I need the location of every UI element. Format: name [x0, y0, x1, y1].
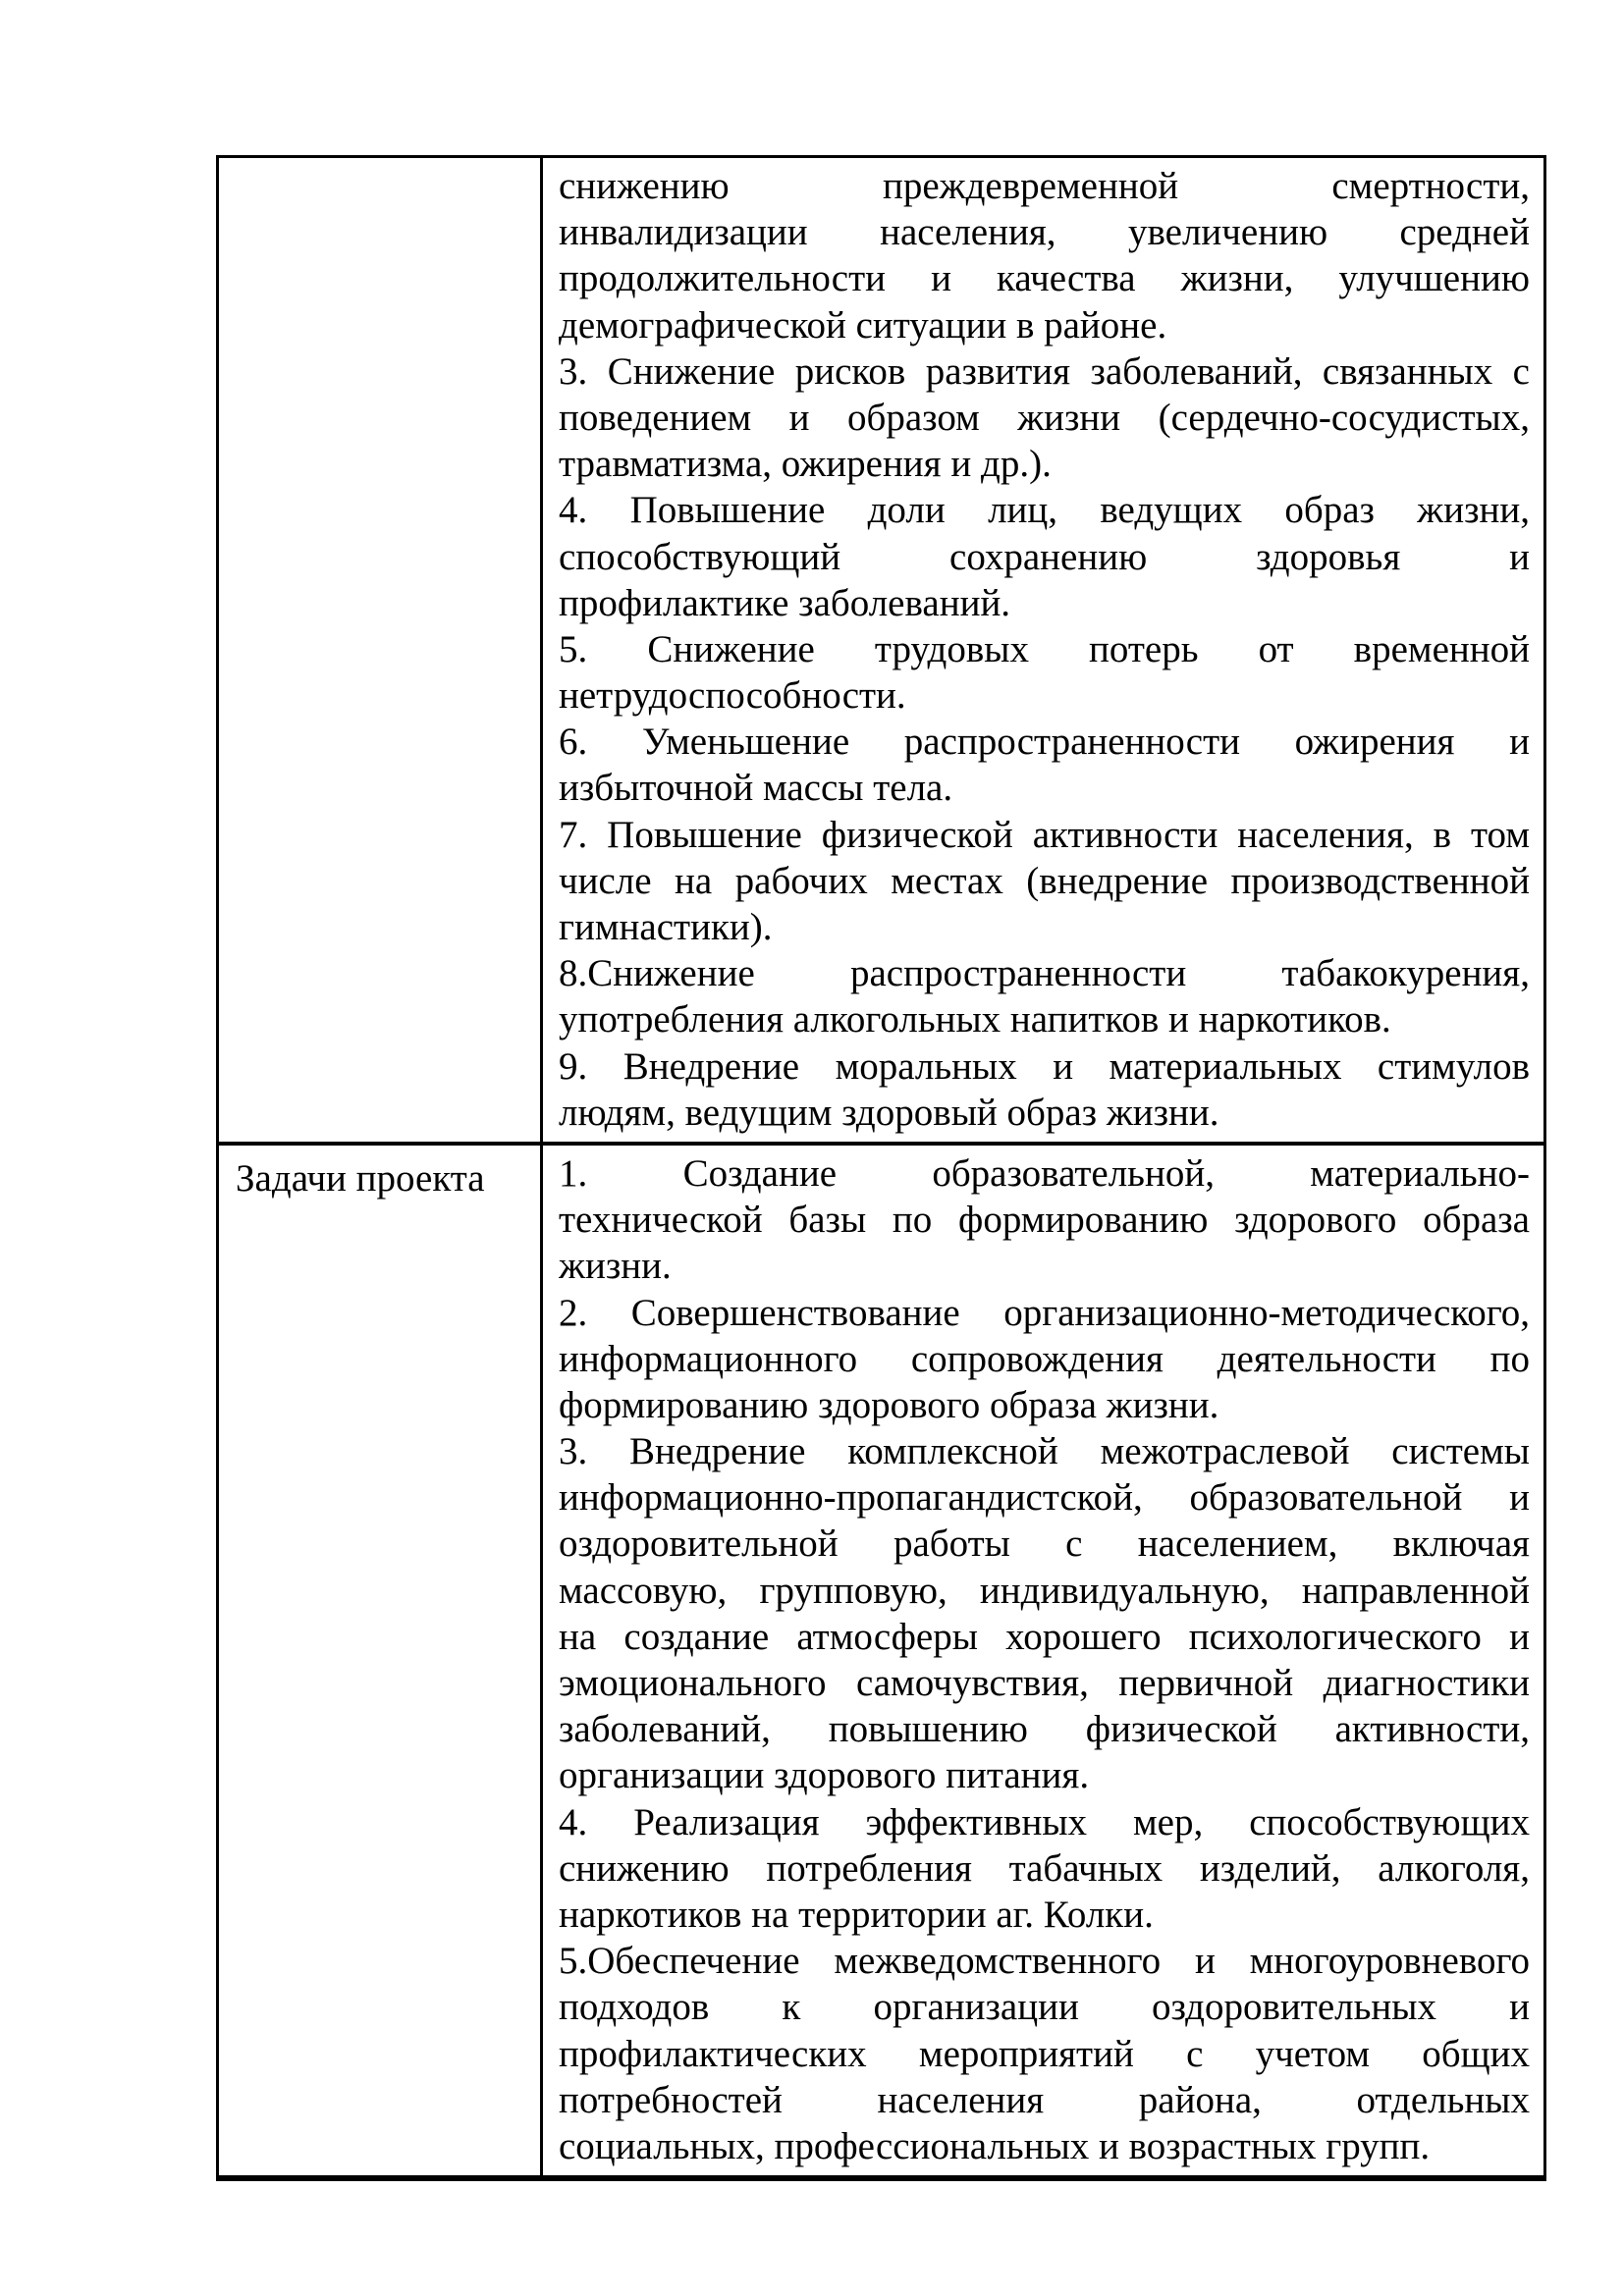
text-line: подходов к организации оздоровительных и — [559, 1986, 1530, 2029]
text-line: на создание атмосферы хорошего психологического и — [559, 1615, 1530, 1658]
text-line: людям, ведущим здоровый образ жизни. — [559, 1091, 1219, 1134]
text-line: потребностей населения района, отдельных — [559, 2078, 1530, 2121]
text-line: 9. Внедрение моральных и материальных стимулов — [559, 1044, 1530, 1088]
text-line: заболеваний, повышению физической активности, — [559, 1708, 1530, 1751]
row-content-cell-expected-results — [543, 158, 1543, 1142]
text-line: 8.Снижение распространенности табакокурения, — [559, 952, 1530, 995]
text-line: снижению потребления табачных изделий, алкоголя, — [559, 1846, 1530, 1890]
text-line: технической базы по формированию здорового образа — [559, 1199, 1530, 1242]
text-line: гимнастики). — [559, 906, 773, 948]
text-line: наркотиков на территории аг. Колки. — [559, 1893, 1154, 1936]
text-line: поведением и образом жизни (сердечно-сосудистых, — [559, 396, 1530, 439]
text-line: профилактике заболеваний. — [559, 581, 1011, 624]
text-line: 3. Внедрение комплексной межотраслевой системы — [559, 1430, 1530, 1473]
text-line: 5.Обеспечение межведомственного и многоуровневого — [559, 1940, 1530, 1983]
text-line: массовую, групповую, индивидуальную, направленной — [559, 1569, 1530, 1612]
row-content-cell-project-tasks — [543, 1146, 1543, 2175]
text-line: снижению преждевременной смертности, — [559, 165, 1530, 207]
text-line: эмоционального самочувствия, первичной диагностики — [559, 1662, 1530, 1704]
text-line: 6. Уменьшение распространенности ожирения и — [559, 721, 1530, 764]
text-line: 4. Повышение доли лиц, ведущих образ жизни, — [559, 489, 1530, 532]
table-row-project-tasks — [219, 1142, 1543, 2175]
text-line: избыточной массы тела. — [559, 767, 953, 810]
text-line: демографической ситуации в районе. — [559, 303, 1167, 347]
text-line: травматизма, ожирения и др.). — [559, 443, 1052, 486]
text-line: информационного сопровождения деятельности по — [559, 1337, 1530, 1380]
text-line: употребления алкогольных напитков и наркотиков. — [559, 998, 1391, 1041]
text-line: способствующий сохранению здоровья и — [559, 535, 1530, 578]
row-label-cell-project-tasks: Задачи проекта — [219, 1146, 543, 2175]
text-line: инвалидизации населения, увеличению средней — [559, 211, 1530, 254]
text-line: информационно-пропагандистской, образовательной и — [559, 1476, 1530, 1520]
text-line: 7. Повышение физической активности населения, в том — [559, 813, 1530, 856]
text-line: социальных, профессиональных и возрастных групп. — [559, 2124, 1431, 2167]
text-line: 3. Снижение рисков развития заболеваний, связанных с — [559, 349, 1530, 393]
text-line: 4. Реализация эффективных мер, способствующих — [559, 1800, 1530, 1843]
text-line: 2. Совершенствование организационно-методического, — [559, 1291, 1530, 1334]
text-line: нетрудоспособности. — [559, 674, 906, 718]
text-line: оздоровительной работы с населением, включая — [559, 1522, 1530, 1566]
text-line: 5. Снижение трудовых потерь от временной — [559, 627, 1530, 670]
text-line: числе на рабочих местах (внедрение производственной — [559, 859, 1530, 902]
project-summary-table — [216, 155, 1546, 2181]
text-line: продолжительности и качества жизни, улучшению — [559, 257, 1530, 300]
text-line: 1. Создание образовательной, материально- — [559, 1151, 1530, 1195]
text-line: профилактических мероприятий с учетом общих — [559, 2032, 1530, 2075]
text-line: формированию здорового образа жизни. — [559, 1383, 1219, 1426]
text-line: организации здорового питания. — [559, 1754, 1090, 1797]
text-line: жизни. — [559, 1245, 672, 1288]
table-row-expected-results — [219, 158, 1543, 1142]
row-label-cell-empty — [219, 158, 543, 1142]
